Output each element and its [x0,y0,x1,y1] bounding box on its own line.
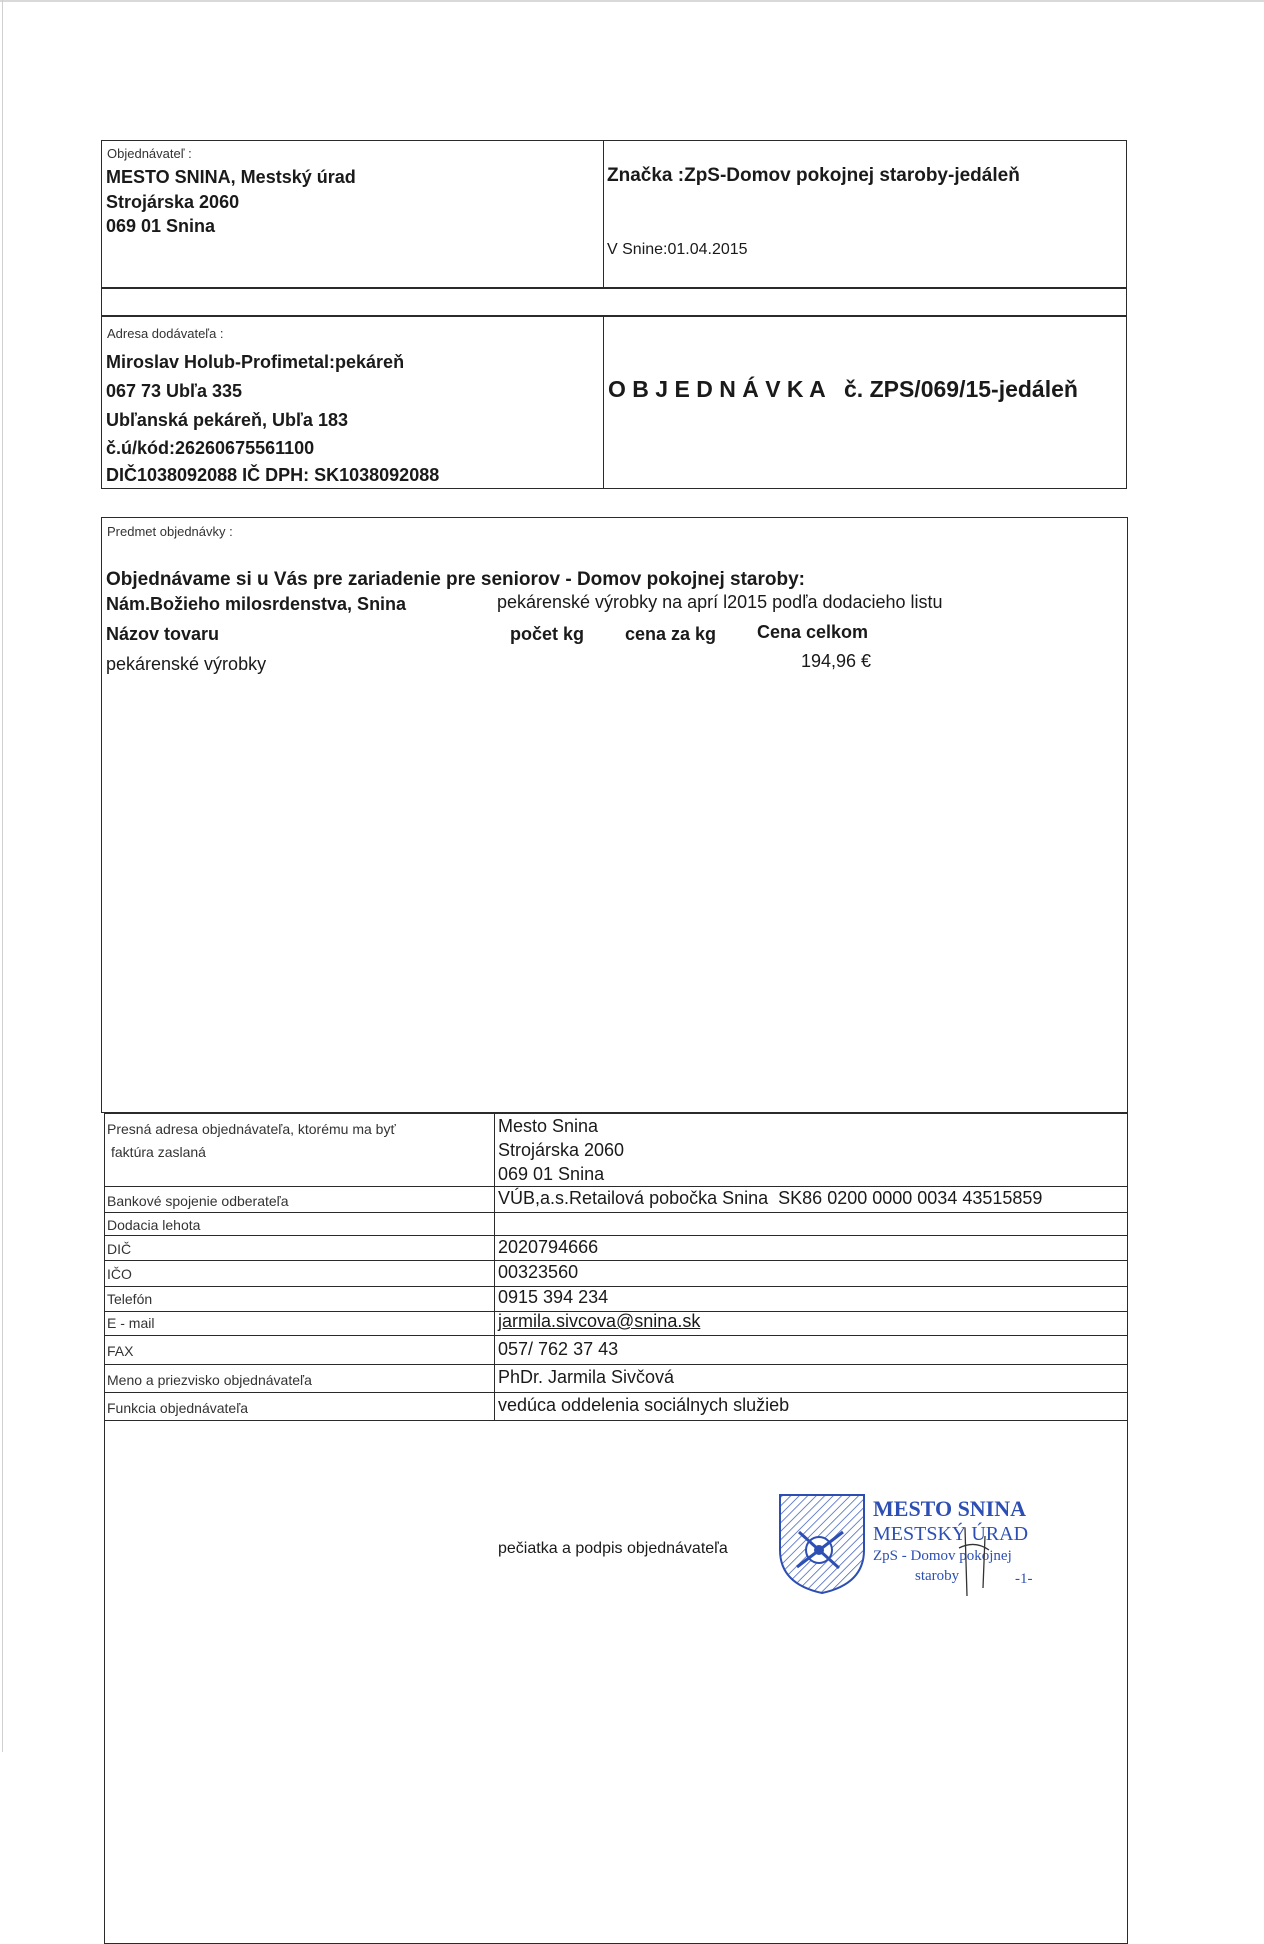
subject-place: Nám.Božieho milosrdenstva, Snina [106,594,407,614]
email-value[interactable]: jarmila.sivcova@snina.sk [498,1311,701,1331]
order-title: O B J E D N Á V K A č. ZPS/069/15-jedáleň [608,376,1078,402]
row-line-8 [104,1364,1128,1365]
delivery-label: Dodacia lehota [107,1217,201,1233]
row-line-10 [104,1420,1128,1421]
row-line-7 [104,1335,1128,1336]
details-divider [494,1113,495,1420]
email-label: E - mail [107,1315,155,1331]
stamp-line-4: staroby [915,1568,960,1584]
ico-label: IČO [107,1266,132,1282]
row-line-5 [104,1286,1128,1287]
row-line-2 [104,1212,1128,1213]
city-stamp [775,1488,1055,1598]
mark-text: Značka :ZpS-Domov pokojnej staroby-jedáleň [607,165,1020,186]
column-header-qty: počet kg [510,624,585,644]
orderer-name: MESTO SNINA, Mestský úrad [106,167,356,187]
scan-left-edge [2,0,3,1752]
stamp-line-2: MESTSKÝ ÚRAD [873,1523,1029,1545]
function-value: vedúca oddelenia sociálnych služieb [498,1395,790,1415]
bank-value: VÚB,a.s.Retailová pobočka Snina SK86 0200 0000 0034 43515859 [498,1188,1043,1208]
subject-intro: Objednávame si u Vás pre zariadenie pre seniorov - Domov pokojnej staroby: [106,569,805,590]
dic-label: DIČ [107,1241,132,1257]
address-value-2: Strojárska 2060 [498,1140,625,1160]
separator-band [101,288,1127,316]
supplier-line-1: Miroslav Holub-Profimetal:pekáreň [106,352,405,372]
supplier-line-3: Ubľanská pekáreň, Ubľa 183 [106,410,348,430]
signature-scribble [925,1488,1015,1598]
ico-value: 00323560 [498,1262,579,1282]
mark-date: V Snine:01.04.2015 [607,241,748,258]
column-header-name: Názov tovaru [106,624,220,644]
column-header-total: Cena celkom [757,622,869,642]
name-value: PhDr. Jarmila Sivčová [498,1367,675,1387]
subject-label: Predmet objednávky : [107,524,233,539]
address-label-1: Presná adresa objednávateľa, ktorému ma byť [107,1121,396,1137]
column-header-price: cena za kg [625,624,717,644]
dic-value: 2020794666 [498,1237,599,1257]
supplier-line-2: 067 73 Ubľa 335 [106,381,243,401]
orderer-label: Objednávateľ : [107,146,192,161]
row-line-1 [104,1186,1128,1187]
phone-label: Telefón [107,1291,153,1307]
orderer-city: 069 01 Snina [106,216,216,236]
orderer-street: Strojárska 2060 [106,192,240,212]
phone-value: 0915 394 234 [498,1287,609,1307]
stamp-line-3: ZpS - Domov pokojnej [873,1548,1012,1564]
stamp-line-1: MESTO SNINA [873,1496,1027,1521]
item-total: 194,96 € [801,651,872,671]
subject-desc: pekárenské výrobky na aprí l2015 podľa dodacieho listu [497,592,943,612]
item-name: pekárenské výrobky [106,654,267,674]
signature-caption: pečiatka a podpis objednávateľa [498,1540,728,1557]
header-divider [603,140,604,288]
row-line-9 [104,1392,1128,1393]
fax-label: FAX [107,1343,134,1359]
supplier-divider [603,316,604,489]
header-box [101,140,1127,288]
fax-value: 057/ 762 37 43 [498,1339,619,1359]
function-label: Funkcia objednávateľa [107,1400,249,1416]
address-label-2: faktúra zaslaná [111,1144,206,1160]
supplier-line-5: DIČ1038092088 IČ DPH: SK1038092088 [106,465,440,485]
row-line-4 [104,1260,1128,1261]
coat-of-arms-icon [777,1492,867,1596]
row-line-3 [104,1235,1128,1236]
supplier-line-4: č.ú/kód:26260675561100 [106,438,315,458]
address-value-3: 069 01 Snina [498,1164,605,1184]
name-label: Meno a priezvisko objednávateľa [107,1372,312,1388]
scan-top-edge [0,0,1264,2]
supplier-label: Adresa dodávateľa : [107,326,224,341]
bank-label: Bankové spojenie odberateľa [107,1193,289,1209]
address-value-1: Mesto Snina [498,1116,599,1136]
stamp-line-5: -1- [1015,1571,1033,1587]
